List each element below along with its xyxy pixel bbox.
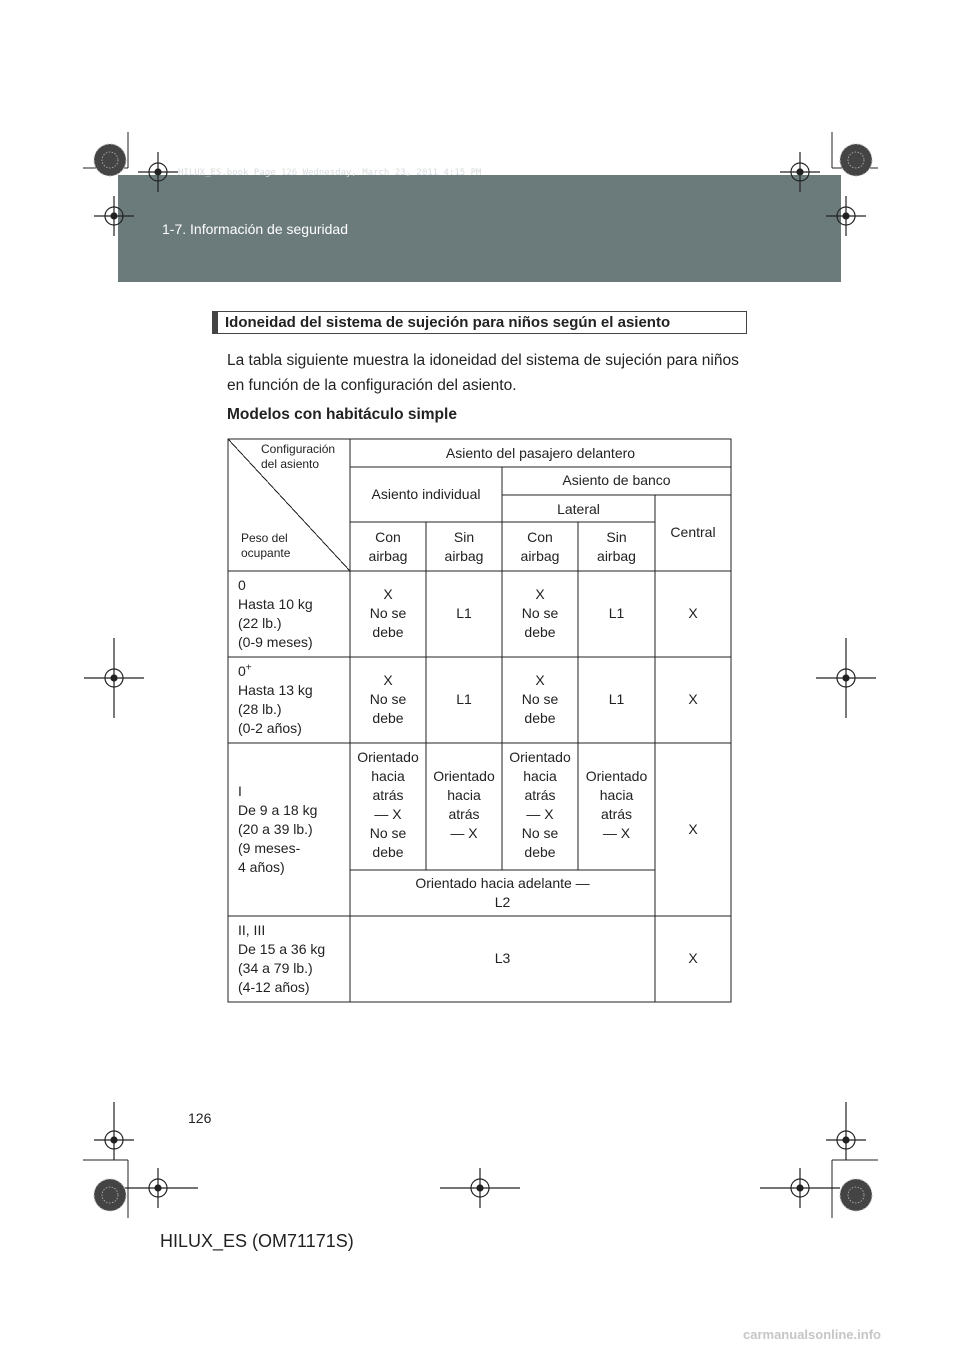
table-cell: L1 (456, 691, 472, 707)
header-with-airbag: Con airbag (368, 529, 408, 564)
table-cell: Orientado hacia atrás — X No se debe (357, 749, 419, 860)
table-cell: L3 (494, 950, 511, 966)
table-cell: X (688, 950, 698, 966)
subheading: Modelos con habitáculo simple (227, 406, 457, 423)
config-label: Configuración del asiento (261, 442, 336, 471)
table-cell: X No se debe (369, 672, 407, 726)
book-info: HILUX_ES.book Page 126 Wednesday, March 23, 2011 4:15 PM (178, 168, 482, 178)
header-without-airbag: Sin airbag (597, 529, 636, 564)
table-cell: Orientado hacia atrás — X (433, 768, 495, 841)
header-bench-seat: Asiento de banco (562, 472, 671, 488)
weight-label: Peso del ocupante (241, 531, 291, 560)
table-cell: Orientado hacia atrás — X No se debe (509, 749, 571, 860)
row-label-group-0-plus: 0+ Hasta 13 kg (28 lb.) (0-2 años) (238, 662, 313, 736)
table-cell: Orientado hacia atrás — X (585, 768, 648, 841)
header-central: Central (670, 524, 716, 540)
page-number: 126 (188, 1110, 212, 1126)
document-code: HILUX_ES (OM71171S) (160, 1231, 354, 1251)
table-cell: X (688, 605, 698, 621)
header-without-airbag: Sin airbag (444, 529, 484, 564)
table-cell: L1 (456, 605, 472, 621)
row-label-group-1: I De 9 a 18 kg (20 a 39 lb.) (9 meses- 4 años) (238, 783, 318, 875)
header-with-airbag: Con airbag (520, 529, 560, 564)
table-cell: X No se debe (369, 586, 407, 640)
table-cell: L1 (608, 691, 625, 707)
header-individual-seat: Asiento individual (371, 486, 481, 502)
table-cell-forward-facing: Orientado hacia adelante — L2 (415, 875, 590, 910)
table-cell: X (688, 691, 698, 707)
watermark: carmanualsonline.info (743, 1327, 881, 1342)
table-cell: X (688, 821, 698, 837)
row-label-group-0: 0 Hasta 10 kg (22 lb.) (0-9 meses) (238, 577, 313, 650)
intro-paragraph: La tabla siguiente muestra la idoneidad del sistema de sujeción para niños en función de la configuración del asiento. (227, 352, 739, 394)
header-lateral: Lateral (557, 501, 600, 517)
header-front-passenger-seat: Asiento del pasajero delantero (445, 445, 636, 461)
table-cell: L1 (608, 605, 625, 621)
section-breadcrumb: 1-7. Información de seguridad (162, 221, 348, 237)
table-cell: X No se debe (521, 672, 559, 726)
row-label-group-2-3: II, III De 15 a 36 kg (34 a 79 lb.) (4-12 años) (238, 922, 326, 995)
table-cell: X No se debe (521, 586, 559, 640)
section-title: Idoneidad del sistema de sujeción para niños según el asiento (225, 314, 671, 331)
